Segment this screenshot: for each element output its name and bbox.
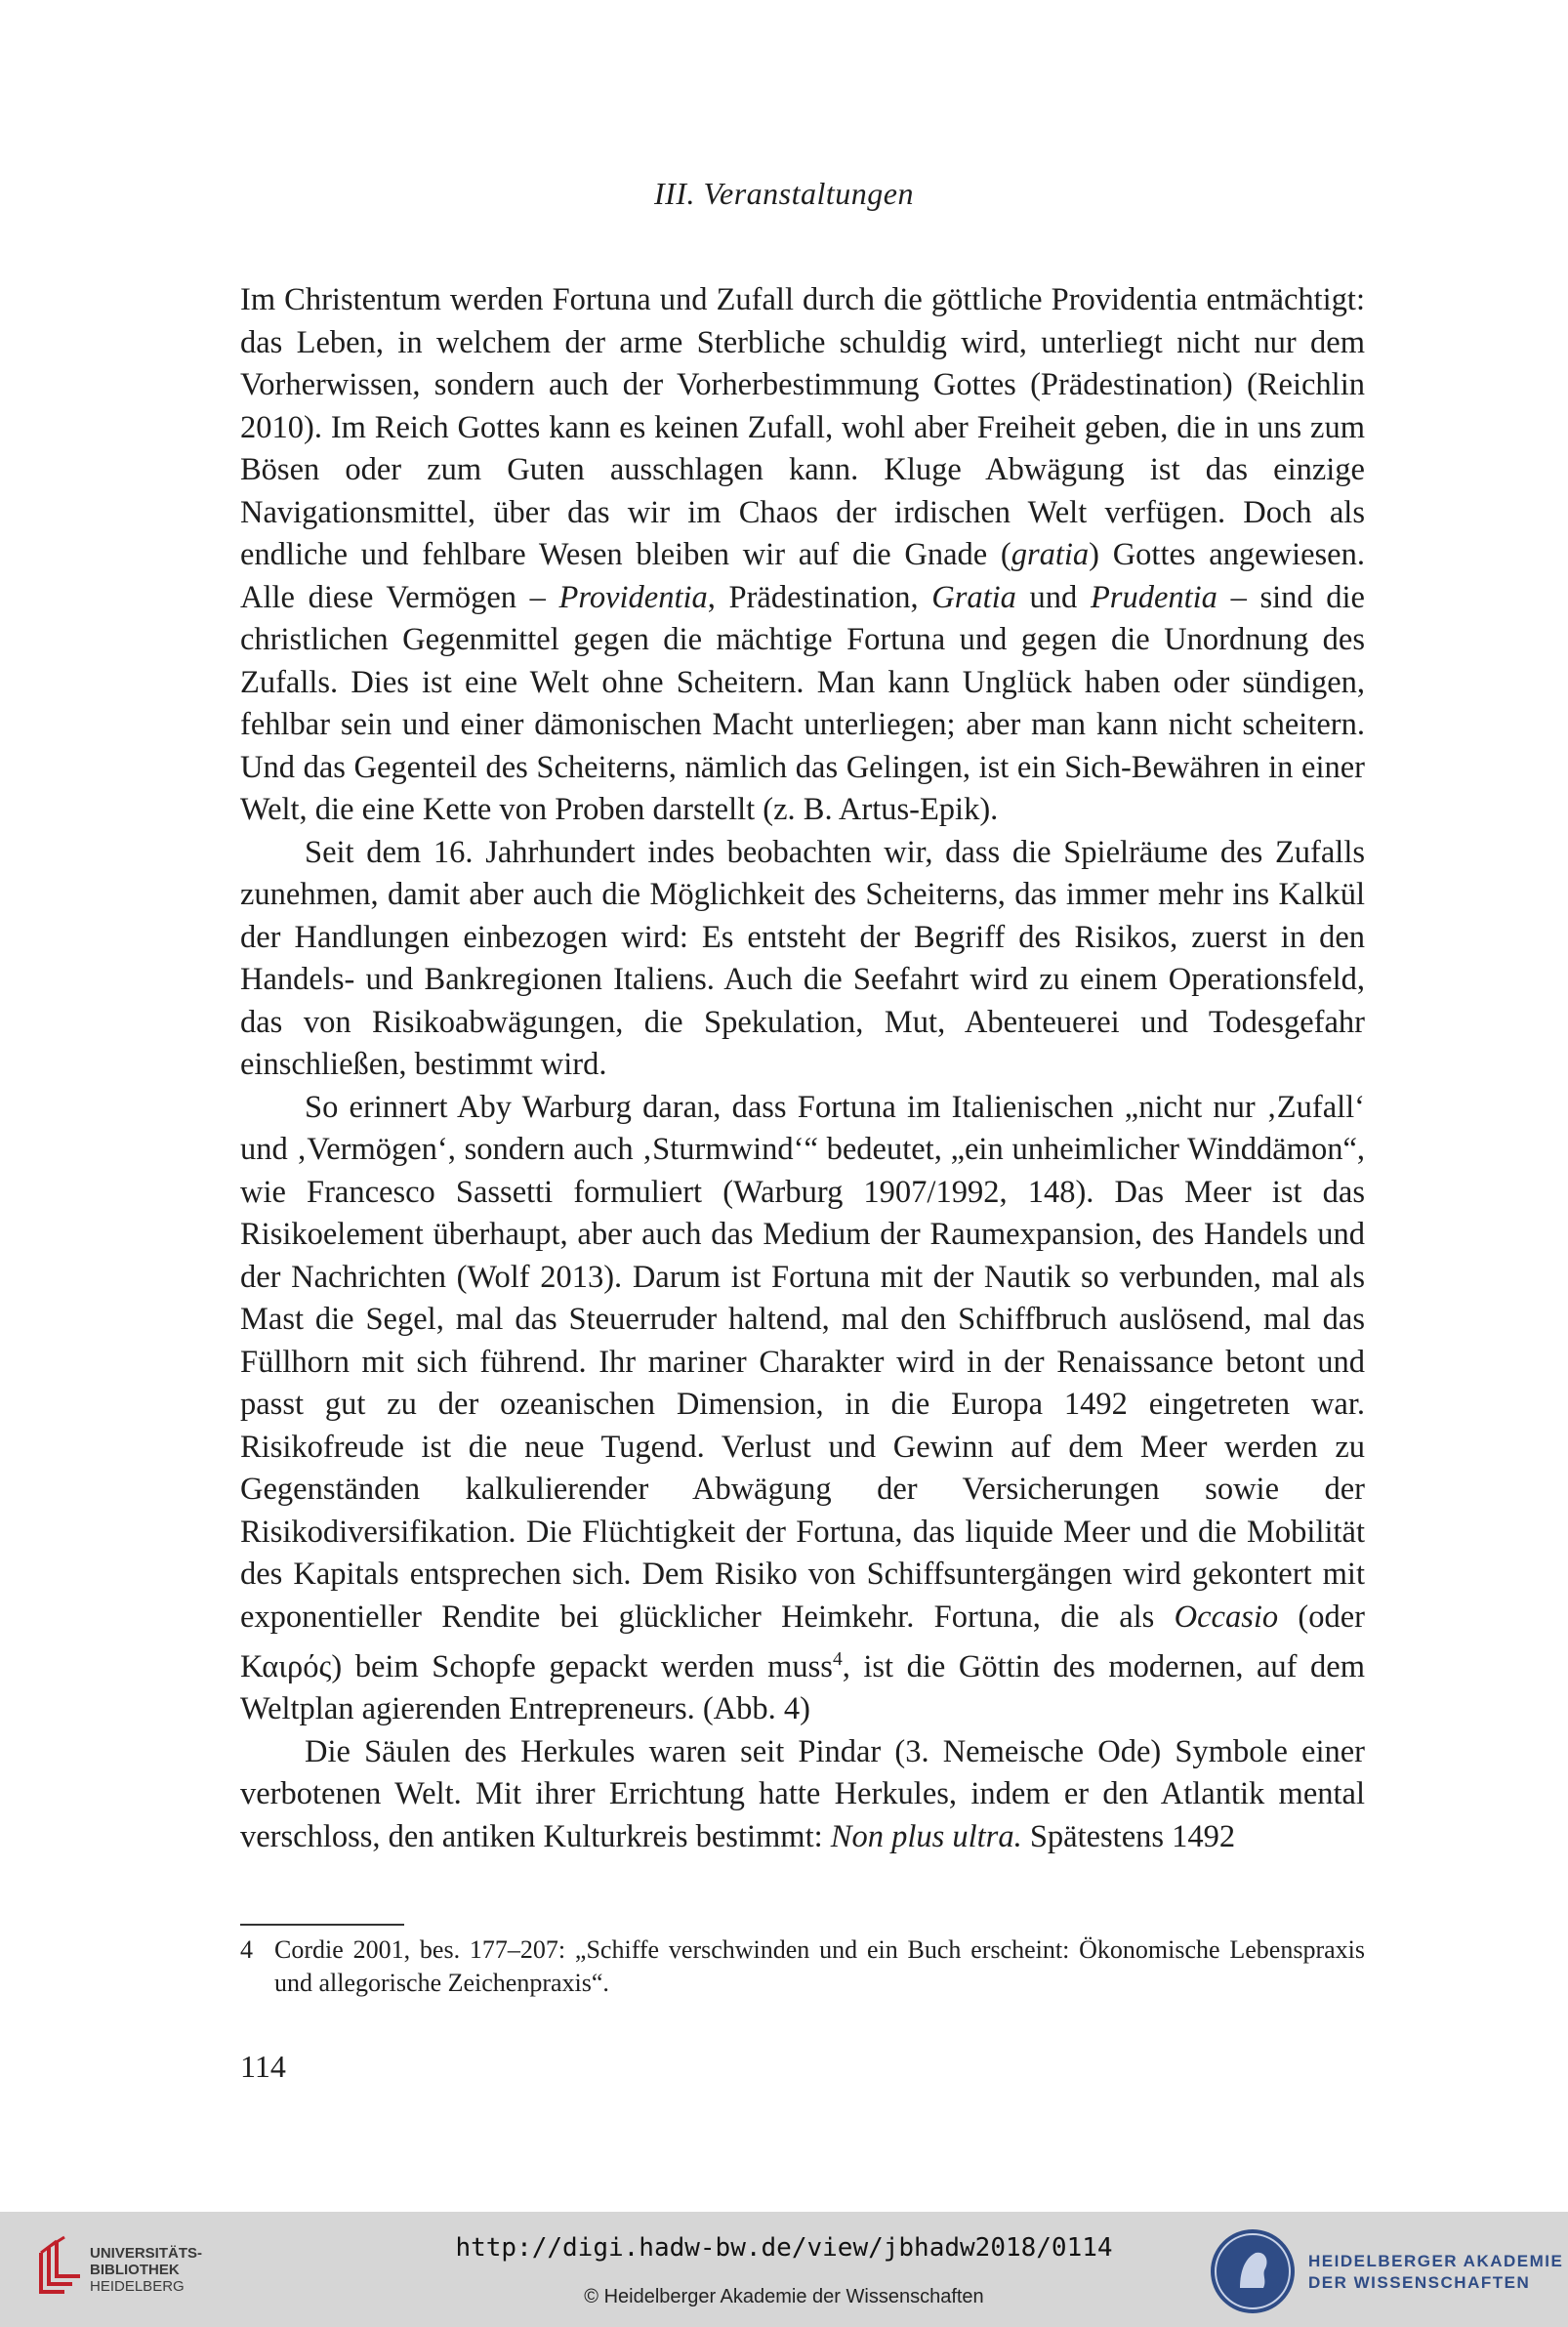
permalink-url[interactable]: http://digi.hadw-bw.de/view/jbhadw2018/0114 [455,2233,1113,2263]
paragraph-3 [240,1087,1365,1731]
italic-run: Non plus ultra. [830,1818,1022,1854]
text-run: Spätestens 1492 [1021,1818,1236,1854]
italic-run: gratia [1011,537,1090,572]
paragraph-2 [240,832,1365,1087]
paragraph-4 [240,1731,1365,1859]
academy-seal-graphic [1211,2229,1295,2313]
viewer-footer [0,2212,1568,2327]
running-head: III. Veranstaltungen [654,176,914,211]
text-run: (oder Καιρός) beim Schopfe gepackt werden muss [240,1599,1365,1684]
text-run: Die Säulen des Herkules waren seit Pindar (3. Nemeische Ode) Symbole einer verbotenen Welt. Mit ihrer Errichtung hatte Herkules, indem er den Atlantik mental verschloss, den antiken Kulturkreis bestimmt: [240,1733,1365,1854]
text-run: – sind die christlichen Gegenmittel gegen die mächtige Fortuna und gegen die Unordnung des Zufalls. Dies ist eine Welt ohne Scheitern. Man kann Unglück haben oder sündigen, fehlbar sein und einer dämonischen Macht unterliegen; aber man kann nicht scheitern. Und das Gegenteil des Scheiterns, nämlich das Gelingen, ist ein Sich-Bewähren in einer Welt, die eine Kette von Proben darstellt (z. B. Artus-Epik). [240,579,1365,827]
text-run: und [1015,579,1091,615]
text-run: , ist die Göttin des modernen, auf dem Weltplan agierenden Entrepreneurs. (Abb. 4) [240,1648,1365,1727]
footnote-4 [240,1933,1365,2000]
text-run: So erinnert Aby Warburg daran, dass Fortuna im Italienischen „nicht nur ‚Zufall‘ und ‚Vermögen‘, sondern auch ‚Sturmwind‘“ bedeutet, „ein unheimlicher Winddämon“, wie Francesco Sassetti formuliert (Warburg 1907/1992, 148). Das Meer ist das Risikoelement überhaupt, aber auch das Medium der Raumexpansion, des Handels und der Nachrichten (Wolf 2013). Darum ist Fortuna mit der Nautik so verbunden, mal als Mast die Segel, mal das Steuerruder haltend, mal den Schiffbruch auslösend, mal das Füllhorn mit sich führend. Ihr mariner Charakter wird in der Renaissance betont und passt gut zu der ozeanischen Dimension, in die Europa 1492 eingetreten war. Risikofreude ist die neue Tugend. Verlust und Gewinn auf dem Meer werden zu Gegenständen kalkulierender Abwägung der Versicherungen sowie der Risikodiversifikation. Die Flüchtigkeit der Fortuna, das liquide Meer und die Mobilität des Kapitals entsprechen sich. Dem Risiko von Schiffsuntergängen wird gekontert mit exponentieller Rendite bei glücklicher Heimkehr. Fortuna, die als [240,1089,1365,1635]
academy-seal-icon [1211,2229,1295,2313]
paragraph-1 [240,279,1365,832]
text-run: ) Gottes angewiesen. Alle diese Vermögen – [240,537,1365,615]
italic-run: Prudentia [1090,579,1217,615]
page-number: 114 [240,2049,286,2084]
academy-name-line-2: DER WISSENSCHAFTEN [1308,2273,1531,2292]
copyright-notice: © Heidelberger Akademie der Wissenschaften [584,2286,984,2307]
text-run: Im Christentum werden Fortuna und Zufall durch die göttliche Providentia entmächtigt: das Leben, in welchem der arme Sterbliche schuldig wird, unterliegt nicht nur dem Vorherwissen, sondern auch der Vorherbestimmung Gottes (Prädestination) (Reichlin 2010). Im Reich Gottes kann es keinen Zufall, wohl aber Freiheit geben, die in uns zum Bösen oder zum Guten ausschlagen kann. Kluge Abwägung ist das einzige Navigationsmittel, über das wir im Chaos der irdischen Welt verfügen. Doch als endliche und fehlbare Wesen bleiben wir auf die Gnade ( [240,282,1365,572]
text-run: Seit dem 16. Jahrhundert indes beobachten wir, dass die Spielräume des Zufalls zunehmen, damit aber auch die Möglichkeit des Scheiterns, das immer mehr ins Kalkül der Handlungen einbezogen wird: Es entsteht der Begriff des Risikos, zuerst in den Handels- und Bankregionen Italiens. Auch die Seefahrt wird zu einem Operationsfeld, das von Risikoabwägungen, die Spekulation, Mut, Abenteuerei und Todesgefahr einschließen, bestimmt wird. [240,834,1365,1082]
footnote-text: Cordie 2001, bes. 177–207: „Schiffe verschwinden und ein Buch erscheint: Ökonomische Lebenspraxis und allegorische Zeichenpraxis“. [274,1935,1365,1997]
academy-name-line-1: HEIDELBERGER AKADEMIE [1308,2252,1564,2270]
footnote-number: 4 [240,1935,253,1964]
body-text [240,279,1365,1858]
text-run: , Prädestination, [707,579,932,615]
italic-run: Occasio [1174,1599,1279,1635]
footnote-rule [240,1924,404,1926]
footnote-ref: 4 [832,1649,843,1670]
italic-run: Providentia [558,579,708,615]
italic-run: Gratia [931,579,1016,615]
library-name-line-2: BIBLIOTHEK [90,2262,180,2278]
library-name-line-1: UNIVERSITÄTS- [90,2245,203,2262]
academy-name [1308,2251,1563,2294]
library-name-line-3: HEIDELBERG [90,2278,185,2295]
